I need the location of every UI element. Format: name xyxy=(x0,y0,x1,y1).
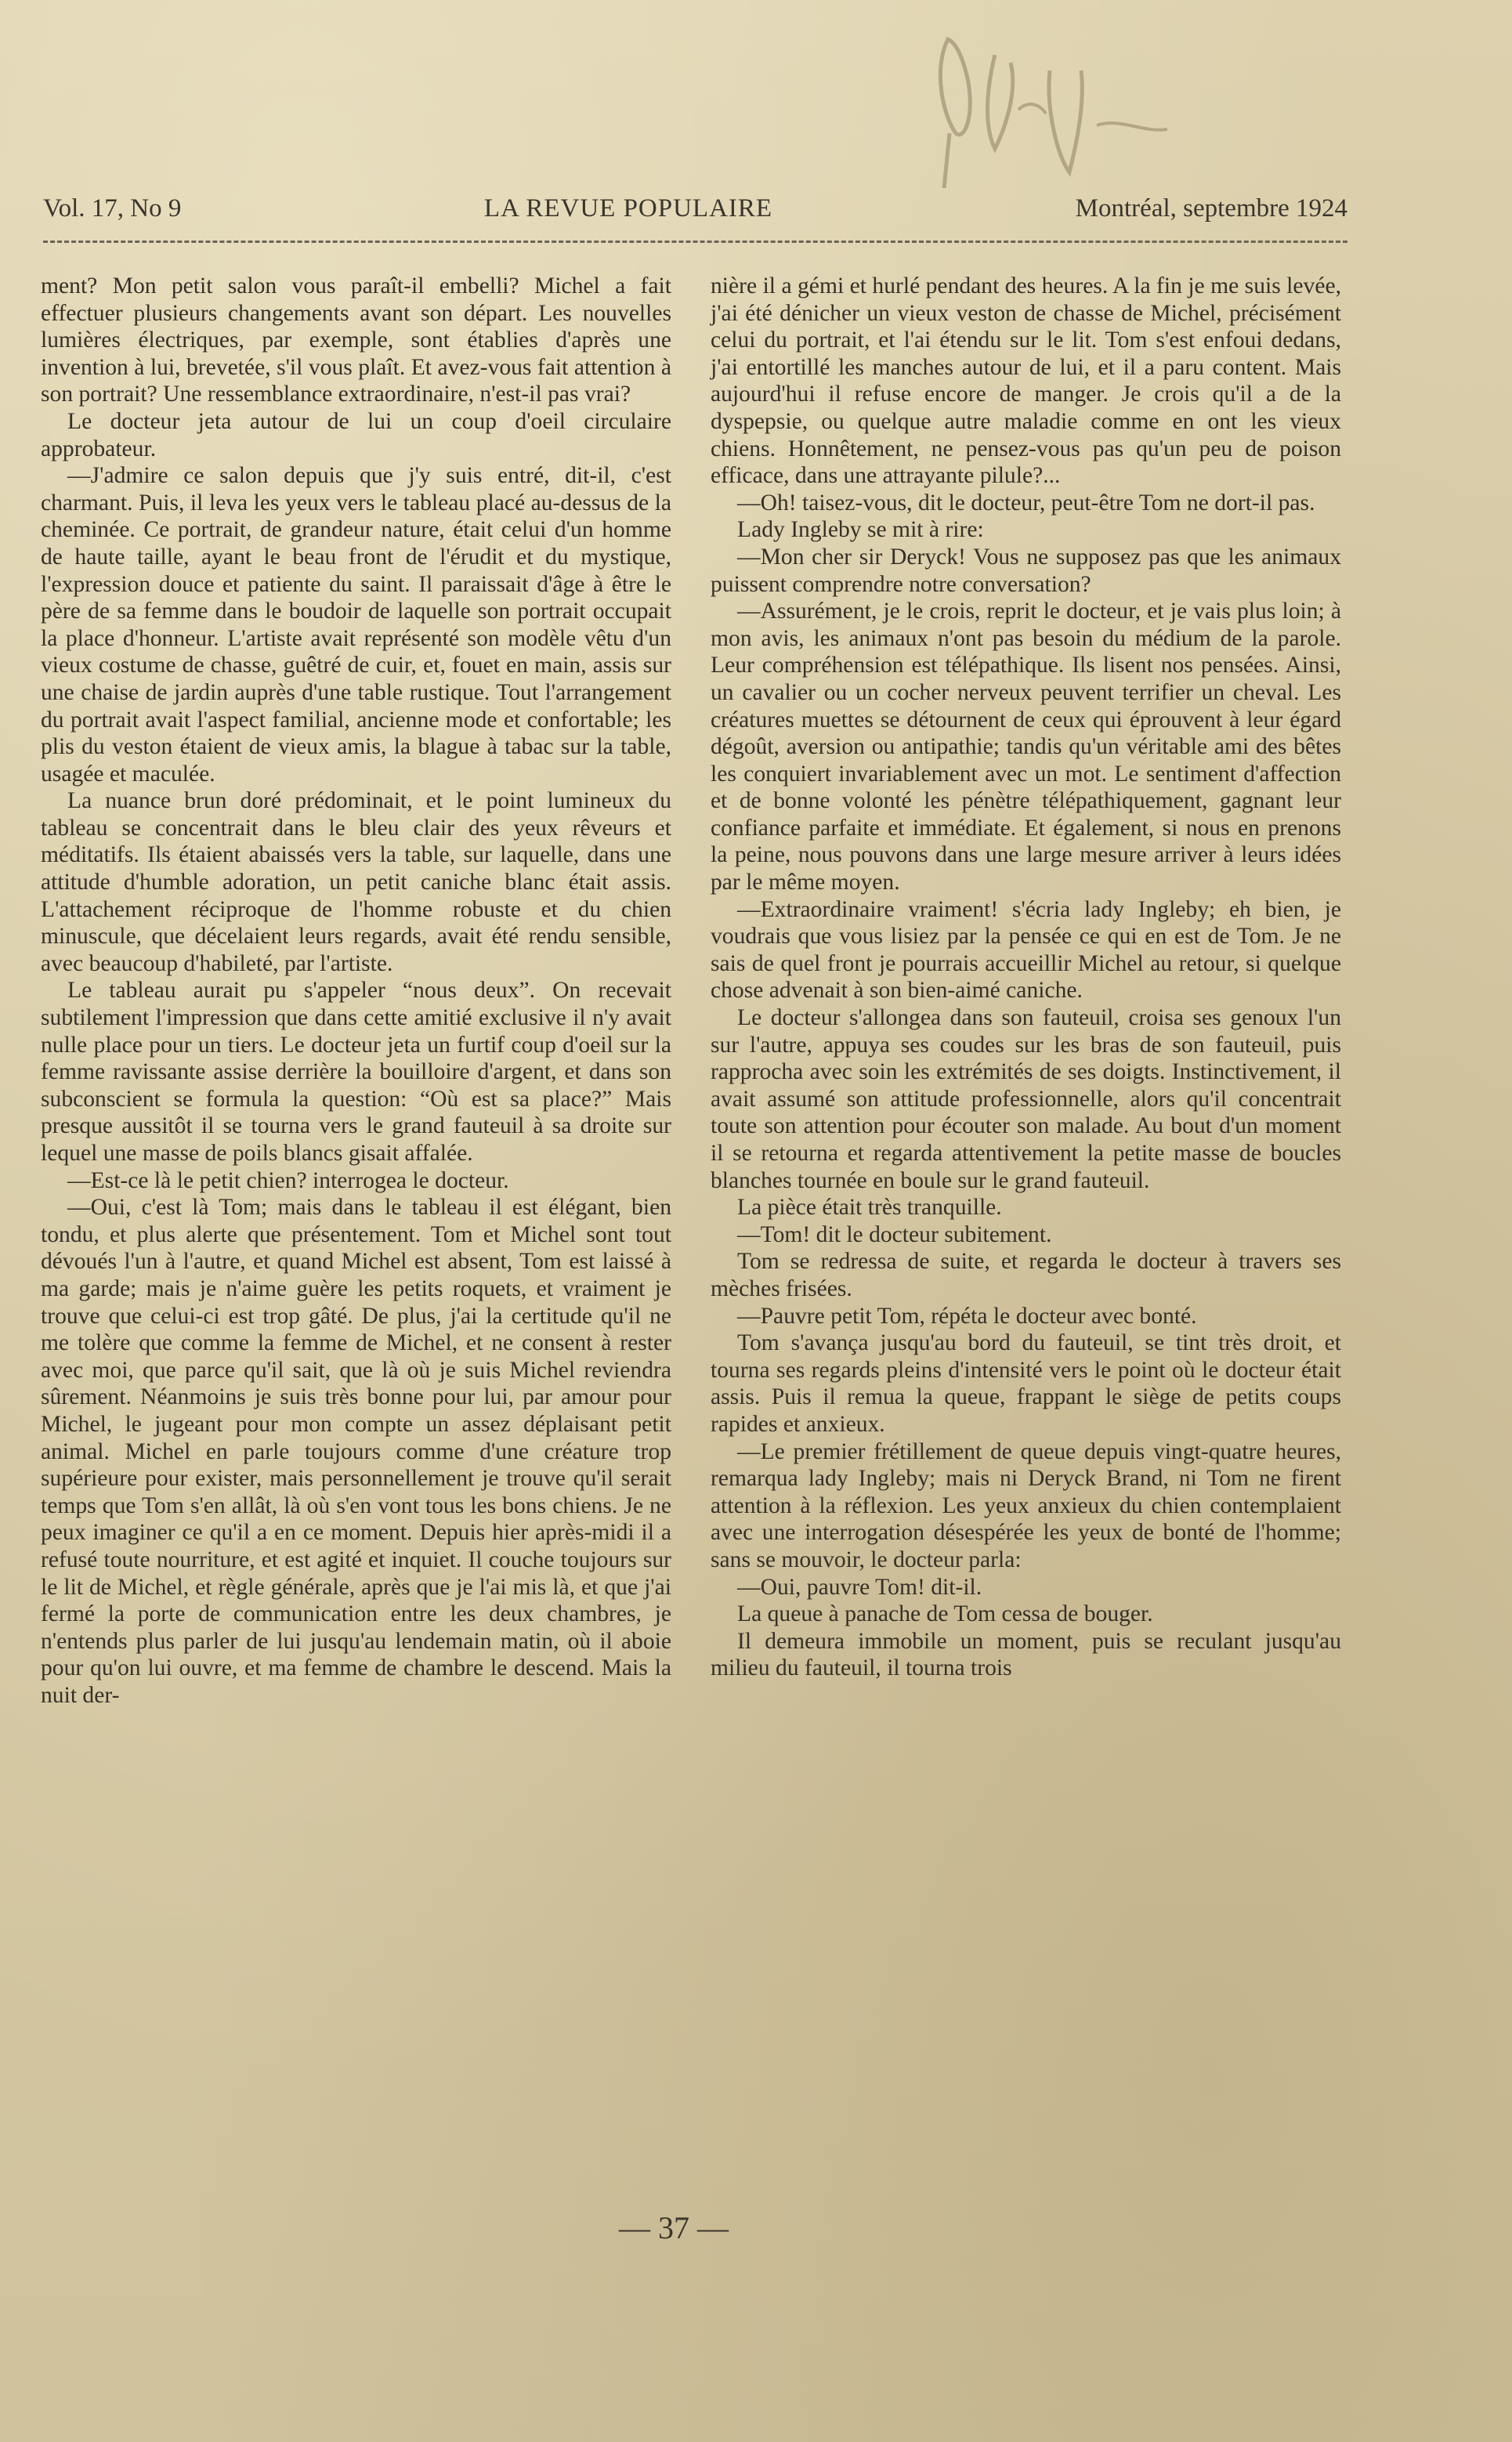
paragraph: La nuance brun doré prédominait, et le point lumineux du tableau se concentrait dans le bleu clair des yeux rêveurs et méditatifs. Ils étaient abaissés vers la table, sur laquelle, dans une attitude d'humble adoration, un petit caniche blanc était assis. L'attachement réciproque de l'homme robuste et du chien minuscule, que décelaient leurs regards, avait été rendu sensible, avec beaucoup d'habileté, par l'artiste. xyxy=(41,788,671,976)
left-column xyxy=(41,273,671,1709)
running-header xyxy=(43,194,1347,233)
paragraph: ment? Mon petit salon vous paraît-il embelli? Michel a fait effectuer plusieurs changements avant son départ. Les nouvelles lumières électriques, par exemple, sont établies d'après une invention à lui, brevetée, s'il vous plaît. Et avez-vous fait attention à son portrait? Une ressemblance extraordinaire, n'est-il pas vrai? xyxy=(41,273,671,407)
paragraph: Le tableau aurait pu s'appeler “nous deux”. On recevait subtilement l'impression que dans cette amitié exclusive il n'y avait nulle place pour un tiers. Le docteur jeta un furtif coup d'oeil sur la femme ravissante assise derrière la bouilloire d'argent, et dans son subconscient se formula la question: “Où est sa place?” Mais presque aussitôt il se tourna vers le grand fauteuil à sa droite sur lequel une masse de poils blancs gisait affalée. xyxy=(41,978,671,1166)
paragraph: —Assurément, je le crois, reprit le docteur, et je vais plus loin; à mon avis, les animaux n'ont pas besoin du médium de la parole. Leur compréhension est télépathique. Ils lisent nos pensées. Ainsi, un cavalier ou un cocher nerveux peuvent terrifier un cheval. Les créatures muettes se détournent de ceux qui éprouvent à leur égard dégoût, aversion ou antipathie; tandis qu'un véritable ami des bêtes les conquiert invariablement avec un mot. Le sentiment d'affection et de bonne volonté les pénètre télépathiquement, gagnant leur confiance parfaite et immédiate. Et également, si nous en prenons la peine, nous pouvons dans une large mesure arriver à leurs idées par le même moyen. xyxy=(711,599,1341,895)
paragraph: —Oui, c'est là Tom; mais dans le tableau il est élégant, bien tondu, et plus alerte que présentement. Tom et Michel sont tout dévoués l'un à l'autre, et quand Michel est absent, Tom est laissé à ma garde; mais je n'aime guère les petits roquets, et vraiment je trouve que celui-ci est trop gâté. De plus, j'ai la certitude qu'il ne me tolère que comme la femme de Michel, et ne consent à rester avec moi, que parce qu'il sait, que là où je suis Michel reviendra sûrement. Néanmoins je suis très bonne pour lui, par amour pour Michel, le jugeant pour mon compte un assez déplaisant petit animal. Michel en parle toujours comme d'une créature trop supérieure pour exister, mais personnellement je trouve qu'il serait temps que Tom s'en allât, là où s'en vont tous les bons chiens. Je ne peux imaginer ce qu'il a en ce moment. Depuis hier après-midi il a refusé toute nourriture, et est agité et inquiet. Il couche toujours sur le lit de Michel, et règle générale, après que je l'ai mis là, et que j'ai fermé la porte de communication entre les deux chambres, je n'entends plus parler de lui jusqu'au lendemain matin, où il aboie pour qu'on lui ouvre, et ma femme de chambre le descend. Mais la nuit der- xyxy=(41,1195,671,1708)
paragraph: nière il a gémi et hurlé pendant des heures. A la fin je me suis levée, j'ai été dénicher un vieux veston de chasse de Michel, précisément celui du portrait, et l'ai étendu sur le lit. Tom s'est enfoui dedans, j'ai entortillé les manches autour de lui, et il a paru content. Mais aujourd'hui il refuse encore de manger. Je crois qu'il a de la dyspepsie, ou quelque autre maladie comme en ont les vieux chiens. Honnêtement, ne pensez-vous pas qu'un peu de poison efficace, dans une attrayante pilule?... xyxy=(711,273,1341,489)
paragraph: Lady Ingleby se mit à rire: xyxy=(737,517,984,543)
paragraph: Tom s'avança jusqu'au bord du fauteuil, se tint très droit, et tourna ses regards pleins d'intensité vers le point où le docteur était assis. Puis il remua la queue, frappant le siège de petits coups rapides et anxieux. xyxy=(711,1330,1341,1437)
paragraph: —Oh! taisez-vous, dit le docteur, peut-être Tom ne dort-il pas. xyxy=(737,490,1315,516)
paragraph: Le docteur s'allongea dans son fauteuil, croisa ses genoux l'un sur l'autre, appuya ses coudes sur les bras de son fauteuil, puis rapprocha avec soin les extrémités de ses doigts. Instinctivement, il avait assumé son attitude professionnelle, alors qu'il concentrait toute son attention pour écouter son malade. Au bout d'un moment il se retourna et regarda attentivement la petite masse de boucles blanches tournée en boule sur le grand fauteuil. xyxy=(711,1005,1341,1193)
page-number: — 37 — xyxy=(619,2210,729,2245)
paragraph: —J'admire ce salon depuis que j'y suis entré, dit-il, c'est charmant. Puis, il leva les yeux vers le tableau placé au-dessus de la cheminée. Ce portrait, de grandeur nature, était celui d'un homme de haute taille, ayant le beau front de l'érudit et du mystique, l'expression douce et patiente du saint. Il paraissait d'âge à être le père de sa femme dans le boudoir de laquelle son portrait occupait la place d'honneur. L'artiste avait représenté son modèle vêtu d'un vieux costume de chasse, guêtré de cuir, et, fouet en main, assis sur une chaise de jardin auprès d'une table rustique. Tout l'arrangement du portrait avait l'aspect familial, ancienne mode et confortable; les plis du veston étaient de vieux amis, la blague à tabac sur la table, usagée et maculée. xyxy=(41,463,671,787)
paragraph: La queue à panache de Tom cessa de bouger. xyxy=(737,1601,1153,1627)
volume-number: Vol. 17, No 9 xyxy=(43,194,182,222)
handwritten-signature-mark xyxy=(901,24,1183,204)
paragraph: —Mon cher sir Deryck! Vous ne supposez pas que les animaux puissent comprendre notre conversation? xyxy=(711,544,1341,597)
paragraph: —Extraordinaire vraiment! s'écria lady Ingleby; eh bien, je voudrais que vous lisiez par la pensée ce qui en est de Tom. Je ne sais de quel front je pourrais accueillir Michel au retour, si quelque chose advenait à son bien-aimé caniche. xyxy=(711,896,1341,1004)
paragraph: —Pauvre petit Tom, répéta le docteur avec bonté. xyxy=(737,1303,1197,1329)
magazine-title: LA REVUE POPULAIRE xyxy=(483,194,773,222)
paragraph: Le docteur jeta autour de lui un coup d'oeil circulaire approbateur. xyxy=(41,408,671,461)
paragraph: —Est-ce là le petit chien? interrogea le docteur. xyxy=(67,1167,509,1193)
paragraph: —Tom! dit le docteur subitement. xyxy=(737,1221,1052,1247)
right-column xyxy=(711,273,1341,1682)
header-rule xyxy=(43,241,1347,243)
place-date: Montréal, septembre 1924 xyxy=(1075,194,1347,222)
paragraph: —Oui, pauvre Tom! dit-il. xyxy=(737,1574,982,1600)
paragraph: Tom se redressa de suite, et regarda le docteur à travers ses mèches frisées. xyxy=(711,1249,1341,1301)
paragraph: La pièce était très tranquille. xyxy=(737,1195,1002,1221)
paragraph: —Le premier frétillement de queue depuis vingt-quatre heures, remarqua lady Ingleby; mais ni Deryck Brand, ni Tom ne firent attention à la réflexion. Les yeux anxieux du chien contemplaient avec une interrogation désespérée les yeux de bonté de l'homme; sans se mouvoir, le docteur parla: xyxy=(711,1438,1341,1572)
paragraph: Il demeura immobile un moment, puis se reculant jusqu'au milieu du fauteuil, il tourna trois xyxy=(711,1628,1341,1681)
